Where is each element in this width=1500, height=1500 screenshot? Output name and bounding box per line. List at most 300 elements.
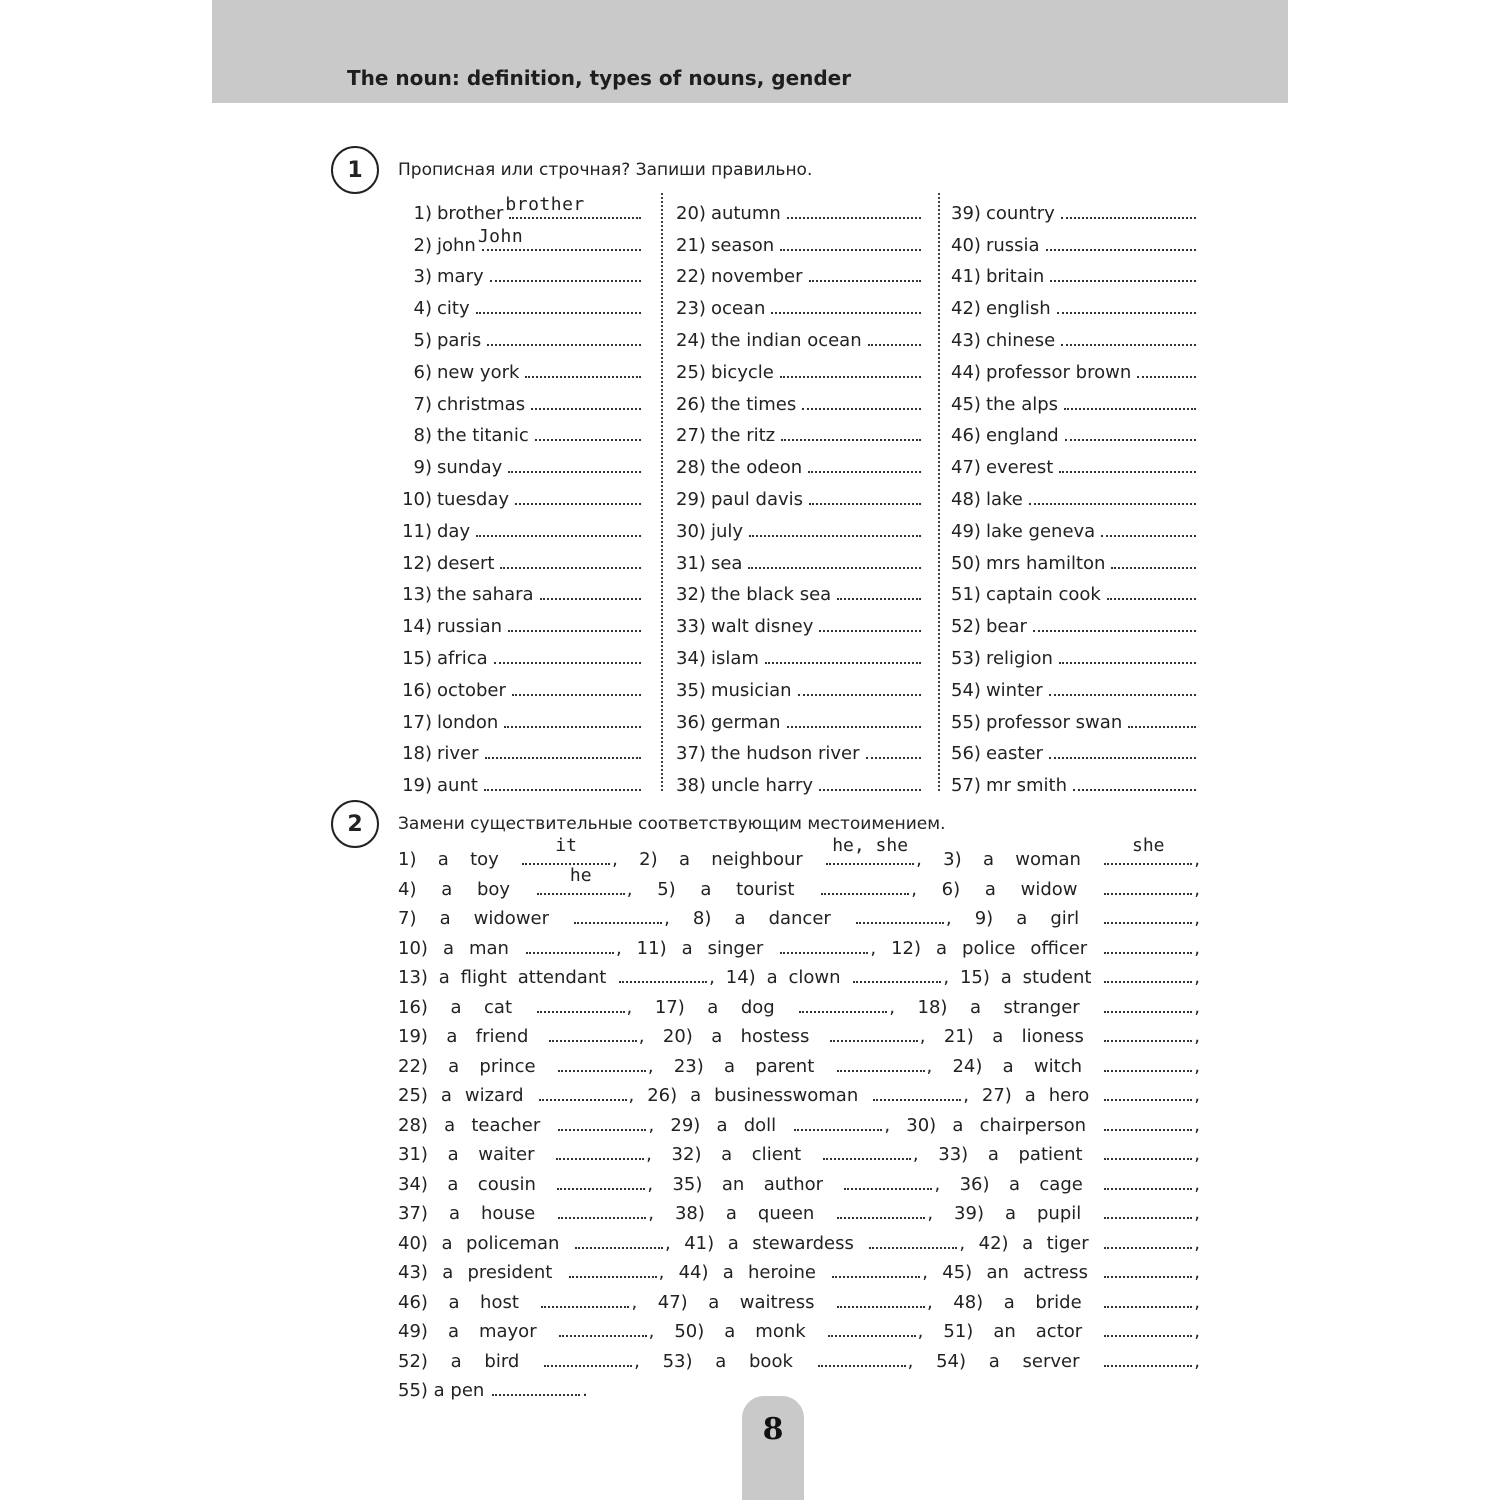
exercise-1-item [951,415,1196,447]
answer-blank[interactable] [559,1327,647,1337]
answer-blank[interactable] [522,835,610,865]
answer-blank[interactable] [484,786,641,791]
exercise-2-item: 10) a man , [398,937,622,959]
item-number: 22) [676,266,706,288]
answer-blank[interactable] [1104,1268,1192,1278]
answer-blank[interactable] [787,723,922,728]
item-noun: a singer [681,937,764,959]
answer-blank[interactable] [485,754,641,759]
exercise-2-item: 17) a dog , [654,996,895,1018]
exercise-2-item: 55) a pen . [398,1380,588,1401]
exercise-1-item [951,383,1196,415]
item-noun: a pen [433,1380,485,1401]
exercise-1-item [951,478,1196,510]
answer-blank[interactable] [494,659,641,664]
answer-blank[interactable] [1137,373,1196,378]
answer-blank[interactable] [556,1150,644,1160]
answer-blank[interactable] [853,973,941,983]
answer-blank[interactable] [780,944,868,954]
item-word: bear [985,616,1027,638]
item-noun: a bird [450,1350,520,1372]
item-number: 21) [943,1026,974,1047]
item-number: 40) [951,234,981,256]
item-number: 27) [676,425,706,447]
exercise-2-item: 46) a host , [398,1291,638,1313]
item-number: 45) [951,393,981,415]
answer-blank[interactable] [544,1357,632,1367]
exercise-1-item [396,733,641,765]
item-number: 24) [952,1055,983,1077]
answer-blank[interactable] [794,1121,882,1131]
item-noun: a teacher [444,1114,541,1136]
answer-blank[interactable] [828,1327,916,1337]
item-number: 29) [676,488,706,510]
answer-blank[interactable] [1065,436,1196,441]
exercise-2-item: 2) a neighbour he, she , [639,835,922,870]
item-number: 16) [398,996,428,1018]
exercise-2-number: 2 [331,800,379,848]
answer-blank[interactable] [818,1357,906,1367]
answer-blank[interactable] [1029,500,1196,505]
item-noun: a hero [1024,1085,1090,1106]
answer-blank[interactable] [1104,1150,1192,1160]
answer-blank[interactable] [771,309,921,314]
item-noun: a stranger [969,996,1080,1018]
answer-blank[interactable] [504,723,641,728]
exercise-1-item [676,319,921,351]
item-word: ocean [710,298,766,320]
item-number: 32) [671,1144,702,1165]
answer-blank[interactable] [1104,885,1192,895]
item-word: london [437,711,499,733]
answer-blank[interactable] [809,277,921,282]
item-number: 5) [413,329,432,351]
item-number: 40) [398,1232,428,1254]
answer-blank[interactable] [487,341,641,346]
header-band [212,0,1288,103]
answer-blank[interactable] [1059,659,1196,664]
exercise-1-item [951,733,1196,765]
exercise-2-item: 4) a boy he , [398,864,633,900]
answer-blank[interactable] [787,214,921,219]
exercise-2-item: 18) a stranger , [917,996,1200,1018]
exercise-1-item [676,446,921,478]
item-number: 4) [413,298,432,320]
item-word: russian [437,616,503,638]
exercise-2-item: 13) a flight attendant , [398,967,715,988]
answer-blank[interactable] [1061,341,1196,346]
exercise-1-item [396,764,641,796]
answer-blank[interactable] [844,1180,932,1190]
answer-blank[interactable] [832,1268,920,1278]
exercise-2-item: 25) a wizard , [398,1085,635,1106]
answer-blank[interactable] [1104,1357,1192,1367]
item-noun: a wizard [440,1085,524,1106]
item-word: the titanic [437,425,529,447]
item-number: 26) [647,1085,678,1106]
item-number: 10) [398,937,428,959]
answer-blank[interactable] [837,595,921,600]
answer-blank[interactable] [866,754,922,759]
exercise-2-item: 42) a tiger , [978,1232,1200,1254]
answer-blank[interactable] [574,914,662,924]
item-word: city [437,298,470,320]
item-word: tuesday [437,488,510,510]
item-word: english [985,298,1051,320]
item-noun: a monk [724,1321,806,1342]
item-word: easter [985,743,1043,765]
answer-blank[interactable] [558,1209,646,1219]
answer-blank[interactable] [1049,754,1196,759]
exercise-1-instruction: Прописная или строчная? Запиши правильно. [398,160,813,180]
exercise-2-item: 33) a patient , [938,1144,1200,1165]
answer-blank[interactable] [1061,214,1196,219]
item-number: 52) [398,1350,428,1372]
item-number: 8) [692,908,712,929]
item-word: november [710,266,803,288]
item-noun: a client [721,1144,802,1165]
answer-blank[interactable] [830,1032,918,1042]
answer-blank[interactable] [1107,595,1196,600]
exercise-1-item [951,764,1196,796]
item-noun: a pupil [1004,1203,1082,1224]
item-noun: a woman [982,849,1081,870]
answer-blank[interactable] [476,309,641,314]
answer-blank[interactable] [1104,1298,1192,1308]
answer-blank[interactable] [1057,309,1196,314]
handwritten-answer: he [569,864,592,886]
answer-blank[interactable] [490,277,641,282]
answer-blank[interactable] [537,1003,625,1013]
handwritten-answer: brother [505,193,585,215]
item-noun: a neighbour [678,849,803,870]
item-number: 31) [398,1144,428,1165]
item-number: 39) [951,202,981,224]
exercise-1-item [676,192,921,224]
exercise-2-item: 20) a hostess , [662,1026,926,1047]
exercise-1-item [676,733,921,765]
exercise-1-item [396,256,641,288]
answer-blank[interactable] [1104,1003,1192,1013]
answer-blank[interactable] [492,1386,580,1396]
item-number: 7) [398,908,417,929]
item-number: 30) [906,1114,937,1136]
exercise-2-item: 26) a businesswoman , [647,1085,969,1106]
item-number: 56) [951,743,981,765]
exercise-1-item [951,287,1196,319]
item-number: 57) [951,775,981,797]
answer-blank[interactable] [557,1180,645,1190]
answer-blank[interactable] [1104,835,1192,865]
exercise-2-item: 11) a singer , [636,937,877,959]
answer-blank[interactable] [748,564,921,569]
item-noun: a waitress [708,1291,815,1313]
exercise-1-item [951,701,1196,733]
answer-blank[interactable] [1104,1032,1192,1042]
item-number: 34) [398,1173,428,1195]
item-noun: a widower [439,908,550,929]
answer-blank[interactable] [1104,944,1192,954]
answer-blank[interactable] [505,193,641,219]
exercise-1-item [676,415,921,447]
answer-blank[interactable] [537,864,625,895]
item-number: 33) [938,1144,969,1165]
answer-blank[interactable] [558,1121,646,1131]
answer-blank[interactable] [525,373,641,378]
item-number: 25) [398,1085,428,1106]
answer-blank[interactable] [476,532,641,537]
exercise-1-item [951,192,1196,224]
handwritten-answer: it [555,835,577,856]
item-number: 15) [402,647,432,669]
answer-blank[interactable] [869,1239,957,1249]
answer-blank[interactable] [508,468,641,473]
answer-blank[interactable] [802,405,921,410]
answer-blank[interactable] [508,627,641,632]
exercise-2-item: 35) an author , [672,1173,941,1195]
exercise-1-item [676,764,921,796]
item-number: 20) [676,202,706,224]
item-word: new york [437,361,520,383]
exercise-2-item: 7) a widower , [398,908,670,929]
answer-blank[interactable] [619,973,707,983]
answer-blank[interactable] [1059,468,1196,473]
item-number: 10) [402,488,432,510]
item-number: 35) [676,679,706,701]
exercise-1-item [396,478,641,510]
item-number: 42) [978,1232,1009,1254]
answer-blank[interactable] [1104,1091,1192,1101]
answer-blank[interactable] [1104,1121,1192,1131]
item-word: islam [710,647,759,669]
item-word: mary [437,266,484,288]
answer-blank[interactable] [515,500,641,505]
answer-blank[interactable] [780,373,921,378]
item-number: 43) [951,329,981,351]
exercise-2-item: 22) a prince , [398,1055,654,1077]
item-number: 35) [672,1173,703,1195]
answer-blank[interactable] [558,1062,646,1072]
item-word: everest [985,457,1054,479]
exercise-1-number: 1 [331,146,379,194]
exercise-1-item [676,224,921,256]
item-noun: a president [442,1262,553,1283]
item-word: country [985,202,1055,224]
exercise-1-column-2 [676,192,921,796]
item-number: 25) [676,361,706,383]
exercise-1-item [396,287,641,319]
handwritten-answer: she [1132,835,1165,856]
item-noun: a man [442,937,509,959]
exercise-1-item [951,574,1196,606]
exercise-1-item [676,256,921,288]
answer-blank[interactable] [819,786,921,791]
item-number: 26) [676,393,706,415]
exercise-2-item: 41) a stewardess , [684,1232,966,1254]
item-word: uncle harry [710,775,814,797]
answer-blank[interactable] [1101,532,1196,537]
item-word: john [437,234,476,256]
exercise-1-item [951,351,1196,383]
item-noun: a police officer [936,937,1088,959]
item-number: 47) [951,457,981,479]
exercise-1-item [396,383,641,415]
item-noun: an author [721,1173,824,1195]
answer-blank[interactable] [1064,405,1196,410]
answer-blank[interactable] [837,1298,925,1308]
item-noun: a tiger [1022,1232,1089,1254]
answer-blank[interactable] [1104,1209,1192,1219]
exercise-1-item [951,510,1196,542]
answer-blank[interactable] [868,341,921,346]
answer-blank[interactable] [809,500,921,505]
item-noun: a witch [1002,1055,1082,1077]
exercise-2-item: 16) a cat , [398,996,633,1018]
answer-blank[interactable] [873,1091,961,1101]
answer-blank[interactable] [1049,691,1196,696]
item-noun: a toy [437,849,499,870]
answer-blank[interactable] [1104,1239,1192,1249]
column-divider [661,193,663,791]
item-word: religion [985,647,1053,669]
page-title: The noun: definition, types of nouns, gender [347,66,852,90]
answer-blank[interactable] [765,659,921,664]
exercise-1-item [676,287,921,319]
item-number: 31) [676,552,706,574]
item-number: 2) [413,234,432,256]
item-number: 23) [676,298,706,320]
answer-blank[interactable] [1128,723,1196,728]
item-noun: an actress [986,1262,1088,1283]
answer-blank[interactable] [569,1268,657,1278]
answer-blank[interactable] [531,405,641,410]
item-number: 49) [951,520,981,542]
item-number: 27) [981,1085,1012,1106]
answer-blank[interactable] [1046,246,1196,251]
exercise-2-item: 5) a tourist , [657,878,917,900]
exercise-2-item: 19) a friend , [398,1026,645,1047]
answer-blank[interactable] [819,627,921,632]
item-number: 41) [684,1232,715,1254]
item-number: 30) [676,520,706,542]
exercise-2-item: 43) a president , [398,1262,665,1283]
answer-blank[interactable] [823,1150,911,1160]
item-word: the odeon [710,457,803,479]
item-number: 54) [951,679,981,701]
answer-blank[interactable] [535,436,641,441]
answer-blank[interactable] [1111,564,1196,569]
item-word: day [437,520,471,542]
exercise-1-item [951,637,1196,669]
answer-blank[interactable] [575,1239,663,1249]
item-number: 20) [662,1026,693,1047]
answer-blank[interactable] [540,595,641,600]
exercise-1-item [396,224,641,256]
answer-blank[interactable] [798,691,921,696]
item-number: 37) [398,1203,428,1224]
exercise-2-item: 54) a server , [936,1350,1200,1372]
exercise-2-item: 29) a doll , [670,1114,891,1136]
answer-blank[interactable] [526,944,614,954]
item-number: 44) [678,1262,709,1283]
item-number: 24) [676,329,706,351]
item-number: 43) [398,1262,428,1283]
answer-blank[interactable] [821,885,909,895]
item-word: chinese [985,329,1056,351]
answer-blank[interactable] [1104,914,1192,924]
answer-blank[interactable] [780,246,921,251]
item-noun: a doll [716,1114,777,1136]
exercise-1-item [676,574,921,606]
answer-blank[interactable] [749,532,921,537]
item-word: german [710,711,781,733]
answer-blank[interactable] [549,1032,637,1042]
exercise-1-item [396,510,641,542]
exercise-2-item: 3) a woman she , [943,835,1200,870]
item-number: 17) [402,711,432,733]
answer-blank[interactable] [1073,786,1196,791]
exercise-2-item: 45) an actress , [942,1262,1200,1283]
item-noun: a cat [450,996,513,1018]
answer-blank[interactable] [799,1003,887,1013]
item-number: 5) [657,878,676,900]
exercise-2-item: 24) a witch , [952,1055,1200,1077]
answer-blank[interactable] [826,835,914,865]
item-noun: a server [988,1350,1080,1372]
answer-blank[interactable] [856,914,944,924]
answer-blank[interactable] [837,1062,925,1072]
item-number: 4) [398,878,417,900]
answer-blank[interactable] [512,691,641,696]
item-number: 38) [674,1203,705,1224]
item-number: 48) [953,1291,984,1313]
item-number: 18) [917,996,948,1018]
item-noun: a chairperson [952,1114,1087,1136]
answer-blank[interactable] [477,225,641,251]
exercise-2-text [398,835,1201,1406]
item-word: russia [985,234,1040,256]
answer-blank[interactable] [1104,1327,1192,1337]
answer-blank[interactable] [808,468,921,473]
exercise-1-column-3 [951,192,1196,796]
exercise-2-item: 28) a teacher , [398,1114,655,1136]
item-word: sunday [437,457,503,479]
item-word: aunt [437,775,478,797]
answer-blank[interactable] [1050,277,1196,282]
exercise-1-column-1 [396,192,641,796]
answer-blank[interactable] [781,436,921,441]
exercise-1-item [396,319,641,351]
answer-blank[interactable] [539,1091,627,1101]
answer-blank[interactable] [1104,973,1192,983]
answer-blank[interactable] [1104,1180,1192,1190]
exercise-2-item: 21) a lioness , [943,1026,1200,1047]
item-word: the ritz [710,425,776,447]
exercise-2-instruction: Замени существительные соответствующим местоимением. [398,814,946,834]
item-noun: a heroine [722,1262,817,1283]
answer-blank[interactable] [837,1209,925,1219]
item-word: the sahara [437,584,534,606]
item-word: paul davis [710,488,804,510]
exercise-1-item [951,256,1196,288]
answer-blank[interactable] [541,1298,629,1308]
item-number: 12) [891,937,921,959]
item-word: christmas [437,393,526,415]
answer-blank[interactable] [1104,1062,1192,1072]
item-word: july [710,520,743,542]
answer-blank[interactable] [500,564,641,569]
answer-blank[interactable] [1033,627,1196,632]
